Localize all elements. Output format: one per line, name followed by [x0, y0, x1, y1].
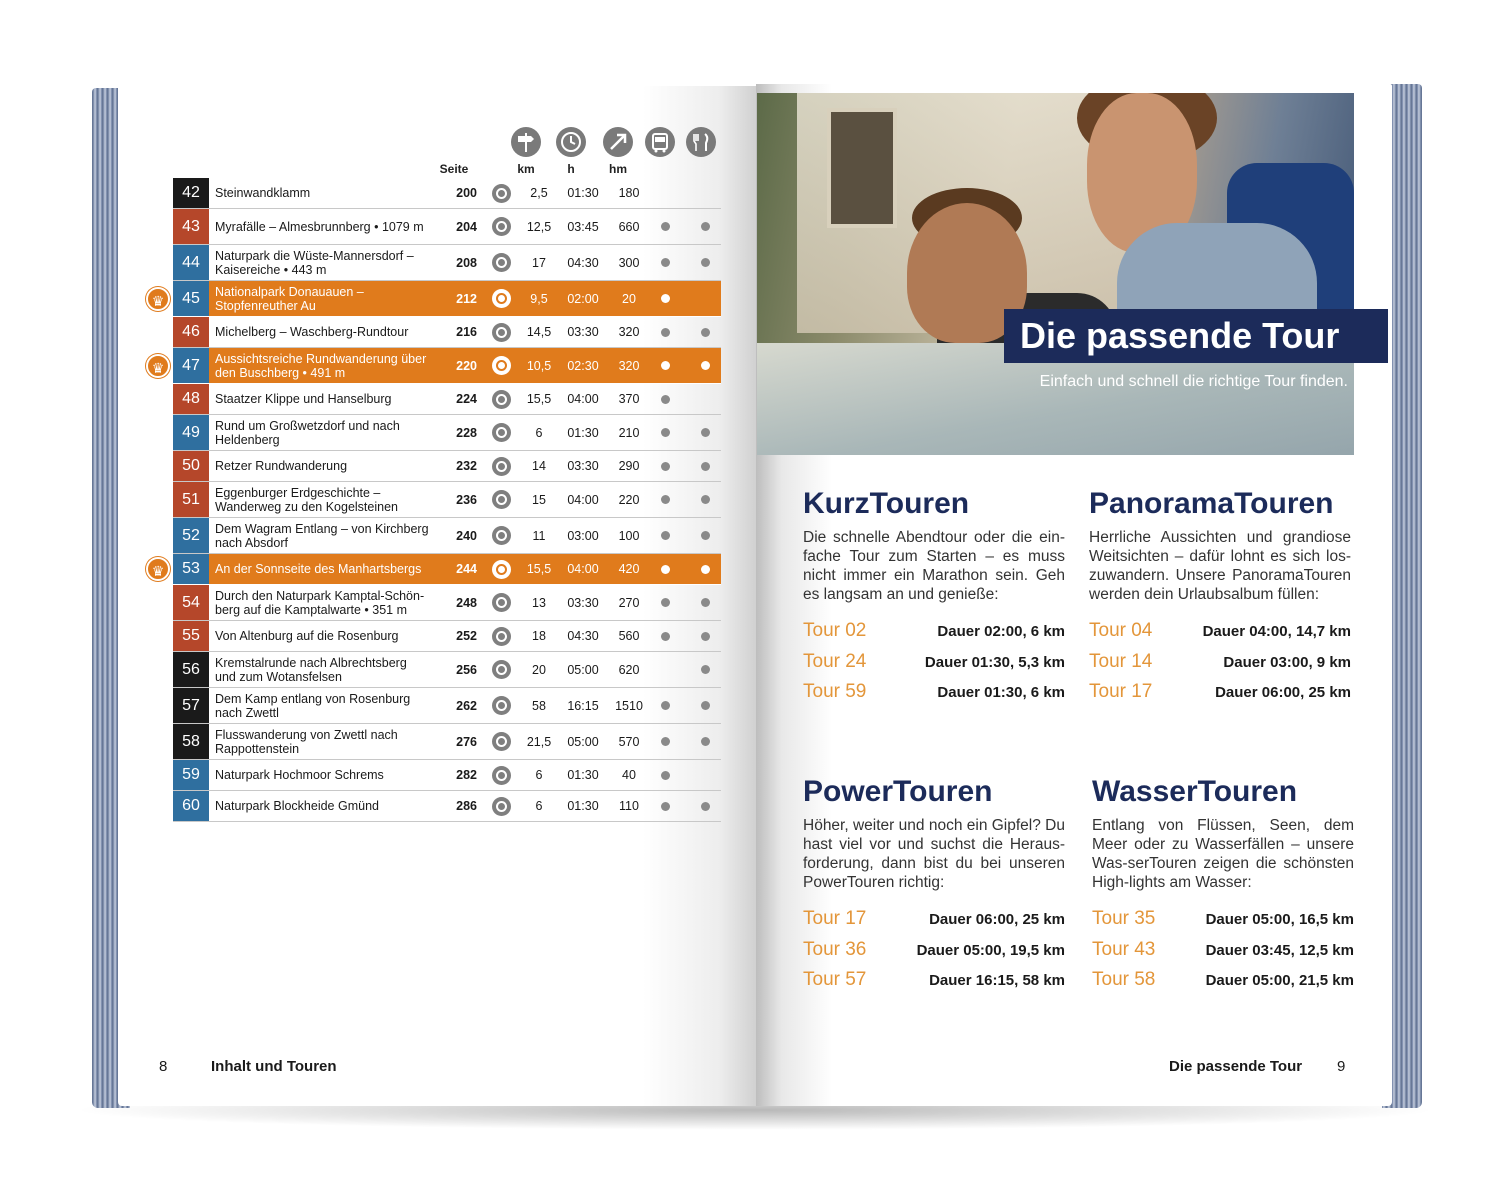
- tour-number: 49: [173, 415, 209, 450]
- tour-name: Naturpark Blockheide Gmünd: [215, 799, 379, 813]
- difficulty-icon: [492, 423, 511, 442]
- tour-duration: 04:00: [567, 492, 599, 507]
- tour-page: 240: [456, 528, 477, 543]
- tour-duration: 03:30: [567, 459, 599, 473]
- cutlery-icon: [686, 127, 716, 157]
- table-row[interactable]: [151, 281, 721, 317]
- tour-page: 228: [456, 425, 477, 440]
- difficulty-icon: [492, 217, 511, 236]
- tour-number: Tour 17: [1089, 681, 1153, 702]
- bus-available-dot: [661, 495, 670, 504]
- food-available-dot: [701, 361, 710, 370]
- tour-page: 200: [456, 186, 477, 200]
- tour-number: 43: [173, 209, 209, 244]
- tour-duration: 16:15: [567, 698, 599, 713]
- tour-name: Durch den Naturpark Kamptal-Schön-berg auf die Kamptalwarte • 351 m: [215, 588, 425, 617]
- bus-available-dot: [661, 632, 670, 641]
- table-row[interactable]: [173, 415, 721, 451]
- clock-icon: [556, 127, 586, 157]
- difficulty-icon: [492, 593, 511, 612]
- food-available-dot: [701, 665, 710, 674]
- tour-link-row[interactable]: [803, 651, 1065, 682]
- bus-available-dot: [661, 531, 670, 540]
- difficulty-icon: [492, 797, 511, 816]
- table-row[interactable]: [173, 518, 721, 554]
- tour-page: 220: [456, 358, 477, 373]
- food-available-dot: [701, 258, 710, 267]
- tour-detail: Dauer 06:00, 25 km: [929, 911, 1065, 928]
- bus-available-dot: [661, 328, 670, 337]
- category-heading: WasserTouren: [1092, 775, 1298, 808]
- table-row[interactable]: [173, 724, 721, 760]
- tour-duration: 04:00: [567, 562, 599, 576]
- tour-page: 236: [456, 492, 477, 507]
- tour-detail: Dauer 05:00, 16,5 km: [1205, 911, 1354, 928]
- tour-km: 15,5: [526, 562, 552, 576]
- table-row[interactable]: [173, 760, 721, 791]
- food-available-dot: [701, 632, 710, 641]
- tour-km: 14,5: [526, 325, 552, 339]
- tour-ascent: 570: [618, 734, 640, 749]
- table-row[interactable]: [173, 791, 721, 822]
- tour-number: Tour 58: [1092, 969, 1156, 990]
- table-row[interactable]: [173, 451, 721, 482]
- food-available-dot: [701, 701, 710, 710]
- category-heading: KurzTouren: [803, 487, 970, 520]
- tour-page: 252: [456, 629, 477, 643]
- tour-name: Myrafälle – Almesbrunnberg • 1079 m: [215, 219, 424, 234]
- tour-name: Dem Wagram Entlang – von Kirchberg nach Absdorf: [215, 521, 429, 550]
- tour-detail: Dauer 01:30, 5,3 km: [924, 653, 1065, 671]
- tour-duration: 03:45: [567, 219, 599, 234]
- tour-detail: Dauer 05:00, 21,5 km: [1205, 972, 1354, 989]
- tour-page: 248: [456, 595, 477, 610]
- tour-ascent: 100: [618, 528, 640, 543]
- category-text: Herrliche Aussichten und grandiose Weitsichten – dafür lohnt es sich los-zuwandern. Unsere PanoramaTouren werden dein Urlaubsalbum füllen:: [1089, 529, 1351, 603]
- tour-name: Naturpark die Wüste-Mannersdorf – Kaisereiche • 443 m: [215, 248, 414, 277]
- tour-duration: 03:30: [567, 595, 599, 610]
- tour-detail: Dauer 06:00, 25 km: [1215, 684, 1351, 701]
- table-row[interactable]: [173, 621, 721, 652]
- tour-name: Flusswanderung von Zwettl nach Rappottenstein: [215, 727, 398, 756]
- tour-km: 15: [532, 492, 546, 507]
- header-km: km: [517, 162, 535, 176]
- bus-available-dot: [661, 222, 670, 231]
- food-available-dot: [701, 802, 710, 811]
- table-row[interactable]: [173, 688, 721, 724]
- tour-page: 286: [456, 799, 477, 813]
- tour-km: 9,5: [530, 291, 548, 306]
- tour-duration: 01:30: [567, 425, 599, 440]
- signpost-icon: [511, 127, 541, 157]
- category-heading: PowerTouren: [803, 775, 993, 808]
- tour-ascent: 180: [618, 186, 640, 200]
- difficulty-icon: [492, 253, 511, 272]
- page-subtitle: Einfach und schnell die richtige Tour finden.: [1039, 373, 1348, 390]
- tour-name: Aussichtsreiche Rundwanderung über den Buschberg • 491 m: [215, 351, 427, 380]
- table-row[interactable]: [151, 554, 721, 585]
- bus-available-dot: [661, 771, 670, 780]
- crown-icon: ♛: [146, 287, 170, 311]
- difficulty-icon: [492, 390, 511, 409]
- tour-name: Michelberg – Waschberg-Rundtour: [215, 325, 409, 339]
- left-section-title: Inhalt und Touren: [211, 1058, 337, 1075]
- tour-page: 216: [456, 325, 477, 339]
- tour-link-row[interactable]: [803, 908, 1065, 939]
- tour-number: Tour 43: [1092, 938, 1156, 960]
- difficulty-icon: [492, 356, 511, 375]
- tour-page: 212: [456, 291, 477, 306]
- tour-number: Tour 57: [803, 969, 867, 990]
- difficulty-icon: [492, 457, 511, 476]
- food-available-dot: [701, 531, 710, 540]
- tour-ascent: 300: [618, 255, 640, 270]
- tour-link-row[interactable]: [1089, 651, 1351, 682]
- difficulty-icon: [492, 184, 511, 203]
- tour-number: 56: [173, 652, 209, 687]
- food-available-dot: [701, 495, 710, 504]
- bus-available-dot: [661, 258, 670, 267]
- table-row[interactable]: [173, 245, 721, 281]
- bus-icon: [645, 127, 675, 157]
- bus-available-dot: [661, 802, 670, 811]
- tour-page: 256: [456, 662, 477, 677]
- tour-km: 2,5: [530, 186, 548, 200]
- food-available-dot: [701, 428, 710, 437]
- tour-km: 6: [535, 768, 543, 782]
- food-available-dot: [701, 737, 710, 746]
- table-row[interactable]: [173, 652, 721, 688]
- tour-duration: 01:30: [567, 799, 599, 813]
- tour-duration: 05:00: [567, 734, 599, 749]
- bus-available-dot: [661, 428, 670, 437]
- difficulty-icon: [492, 526, 511, 545]
- tour-duration: 05:00: [567, 662, 599, 677]
- tour-name: An der Sonnseite des Manhartsbergs: [215, 562, 422, 576]
- tour-ascent: 20: [622, 291, 636, 306]
- tour-ascent: 320: [618, 358, 640, 373]
- tour-link-row[interactable]: [1092, 939, 1354, 970]
- category-wassertouren: [1092, 774, 1354, 1000]
- tour-ascent: 620: [618, 662, 640, 677]
- category-heading: PanoramaTouren: [1089, 487, 1334, 520]
- tour-duration: 04:00: [567, 392, 599, 406]
- table-row[interactable]: [173, 178, 721, 209]
- tour-number: 53: [173, 554, 209, 584]
- tour-page: 282: [456, 768, 477, 782]
- category-text: Entlang von Flüssen, Seen, dem Meer oder zu Wasserfällen – unsere Was-serTouren zeigen die schönsten High-lights am Wasser:: [1092, 817, 1354, 891]
- header-h: h: [567, 162, 575, 176]
- table-row[interactable]: [151, 348, 721, 384]
- tour-ascent: 270: [618, 595, 640, 610]
- tour-duration: 03:30: [567, 325, 599, 339]
- food-available-dot: [701, 598, 710, 607]
- tour-duration: 01:30: [567, 768, 599, 782]
- tour-number: Tour 35: [1092, 908, 1156, 929]
- tour-link-row[interactable]: [1089, 681, 1351, 712]
- table-row[interactable]: [173, 384, 721, 415]
- tour-duration: 01:30: [567, 186, 599, 200]
- tour-ascent: 1510: [615, 698, 643, 713]
- food-available-dot: [701, 328, 710, 337]
- food-available-dot: [701, 565, 710, 574]
- tour-detail: Dauer 16:15, 58 km: [929, 972, 1065, 989]
- tour-link-row[interactable]: [1089, 620, 1351, 651]
- tour-detail: Dauer 04:00, 14,7 km: [1202, 623, 1351, 640]
- tour-number: 51: [173, 482, 209, 517]
- difficulty-icon: [492, 660, 511, 679]
- tour-detail: Dauer 01:30, 6 km: [937, 684, 1065, 701]
- category-text: Höher, weiter und noch ein Gipfel? Du hast viel vor und suchst die Heraus-forderung, dann bist du bei unseren PowerTouren richtig:: [803, 817, 1065, 891]
- tour-name: Staatzer Klippe und Hanselburg: [215, 392, 392, 406]
- tour-page: 208: [456, 255, 477, 270]
- tour-number: 45: [173, 281, 209, 316]
- difficulty-icon: [492, 323, 511, 342]
- tour-page: 244: [456, 562, 477, 576]
- tour-detail: Dauer 03:00, 9 km: [1223, 653, 1351, 671]
- tour-number: 58: [173, 724, 209, 759]
- tour-km: 18: [532, 629, 546, 643]
- tour-number: Tour 02: [803, 620, 867, 641]
- tour-link-row[interactable]: [803, 969, 1065, 1000]
- tour-number: 59: [173, 760, 209, 790]
- ascent-arrow-icon: [603, 127, 633, 157]
- tour-page: 276: [456, 734, 477, 749]
- tour-km: 12,5: [526, 219, 552, 234]
- tour-detail: Dauer 03:45, 12,5 km: [1205, 941, 1354, 959]
- tour-km: 6: [535, 425, 543, 440]
- hikers-photo: [757, 93, 1354, 455]
- crown-icon: ♛: [146, 557, 170, 581]
- difficulty-icon: [492, 560, 511, 579]
- tour-number: 57: [173, 688, 209, 723]
- tour-number: Tour 04: [1089, 620, 1153, 641]
- bus-available-dot: [661, 737, 670, 746]
- bus-available-dot: [661, 598, 670, 607]
- tour-km: 10,5: [526, 358, 552, 373]
- difficulty-icon: [492, 490, 511, 509]
- tour-page: 232: [456, 459, 477, 473]
- tour-name: Naturpark Hochmoor Schrems: [215, 768, 384, 782]
- category-kurztouren: [803, 486, 1065, 712]
- category-panoramatouren: [1089, 486, 1351, 712]
- left-page-number: 8: [159, 1058, 168, 1075]
- table-row[interactable]: [173, 317, 721, 348]
- food-available-dot: [701, 222, 710, 231]
- tour-duration: 04:30: [567, 255, 599, 270]
- bus-available-dot: [661, 462, 670, 471]
- tour-number: 48: [173, 384, 209, 414]
- tour-km: 58: [532, 698, 546, 713]
- tour-link-row[interactable]: [1092, 908, 1354, 939]
- tour-km: 14: [532, 459, 546, 473]
- tour-page: 204: [456, 219, 477, 234]
- tour-number: 47: [173, 348, 209, 383]
- tour-ascent: 210: [618, 425, 640, 440]
- crown-icon: ♛: [146, 354, 170, 378]
- tour-detail: Dauer 02:00, 6 km: [937, 623, 1065, 640]
- table-row[interactable]: [173, 585, 721, 621]
- tour-detail: Dauer 05:00, 19,5 km: [916, 941, 1065, 959]
- difficulty-icon: [492, 766, 511, 785]
- tour-ascent: 560: [618, 629, 640, 643]
- bus-available-dot: [661, 395, 670, 404]
- bus-available-dot: [661, 294, 670, 303]
- table-row[interactable]: [173, 209, 721, 245]
- difficulty-icon: [492, 732, 511, 751]
- tour-link-row[interactable]: [803, 939, 1065, 970]
- tour-number: Tour 59: [803, 681, 867, 702]
- bus-available-dot: [661, 701, 670, 710]
- tour-ascent: 290: [618, 459, 640, 473]
- page-title: Die passende Tour: [1004, 309, 1388, 363]
- tour-page: 262: [456, 698, 477, 713]
- tour-ascent: 220: [618, 492, 640, 507]
- category-text: Die schnelle Abendtour oder die ein-fache Tour zum Starten – es muss nicht immer ein Marathon sein. Geh es langsam an und genieße:: [803, 529, 1065, 603]
- tour-name: Retzer Rundwanderung: [215, 459, 348, 473]
- tour-ascent: 40: [622, 768, 636, 782]
- tour-km: 17: [532, 255, 546, 270]
- tour-km: 20: [532, 662, 546, 677]
- tour-number: 46: [173, 317, 209, 347]
- tour-number: 54: [173, 585, 209, 620]
- tour-ascent: 370: [618, 392, 640, 406]
- tour-name: Dem Kamp entlang von Rosenburg nach Zwettl: [215, 691, 411, 720]
- tour-name: Steinwandklamm: [215, 186, 311, 200]
- tour-name: Von Altenburg auf die Rosenburg: [215, 629, 399, 643]
- bus-available-dot: [661, 565, 670, 574]
- tour-link-row[interactable]: [803, 681, 1065, 712]
- tour-name: Nationalpark Donauauen – Stopfenreuther Au: [215, 284, 364, 313]
- tour-link-row[interactable]: [803, 620, 1065, 651]
- right-page-number: 9: [1337, 1058, 1346, 1075]
- tour-ascent: 660: [618, 219, 640, 234]
- category-powertouren: [803, 774, 1065, 1000]
- tour-name: Rund um Großwetzdorf und nach Heldenberg: [215, 418, 400, 447]
- header-hm: hm: [609, 162, 627, 176]
- tour-number: Tour 24: [803, 650, 867, 672]
- tour-number: 52: [173, 518, 209, 553]
- tour-page: 224: [456, 392, 477, 406]
- tour-km: 6: [535, 799, 543, 813]
- tour-km: 11: [532, 528, 546, 543]
- tour-table: [151, 178, 721, 822]
- tour-km: 13: [532, 595, 546, 610]
- tour-ascent: 110: [619, 799, 639, 813]
- tour-number: 44: [173, 245, 209, 280]
- right-section-title: Die passende Tour: [1169, 1058, 1303, 1075]
- tour-ascent: 320: [618, 325, 640, 339]
- table-row[interactable]: [173, 482, 721, 518]
- tour-number: 60: [173, 791, 209, 821]
- food-available-dot: [701, 462, 710, 471]
- bus-available-dot: [661, 361, 670, 370]
- tour-duration: 02:30: [567, 358, 599, 373]
- tour-number: Tour 14: [1089, 650, 1153, 672]
- tour-duration: 03:00: [567, 528, 599, 543]
- difficulty-icon: [492, 627, 511, 646]
- tour-number: 42: [173, 178, 209, 208]
- tour-number: Tour 36: [803, 938, 867, 960]
- tour-km: 21,5: [526, 734, 552, 749]
- difficulty-icon: [492, 696, 511, 715]
- tour-duration: 02:00: [567, 291, 599, 306]
- tour-link-row[interactable]: [1092, 969, 1354, 1000]
- tour-name: Eggenburger Erdgeschichte – Wanderweg zu den Kogelsteinen: [215, 485, 398, 514]
- difficulty-icon: [492, 289, 511, 308]
- tour-km: 15,5: [526, 392, 552, 406]
- tour-name: Kremstalrunde nach Albrechtsberg und zum Wotansfelsen: [215, 655, 407, 684]
- tour-number: Tour 17: [803, 908, 867, 929]
- header-seite: Seite: [439, 162, 469, 176]
- tour-duration: 04:30: [567, 629, 599, 643]
- tour-ascent: 420: [618, 562, 640, 576]
- tour-number: 50: [173, 451, 209, 481]
- tour-number: 55: [173, 621, 209, 651]
